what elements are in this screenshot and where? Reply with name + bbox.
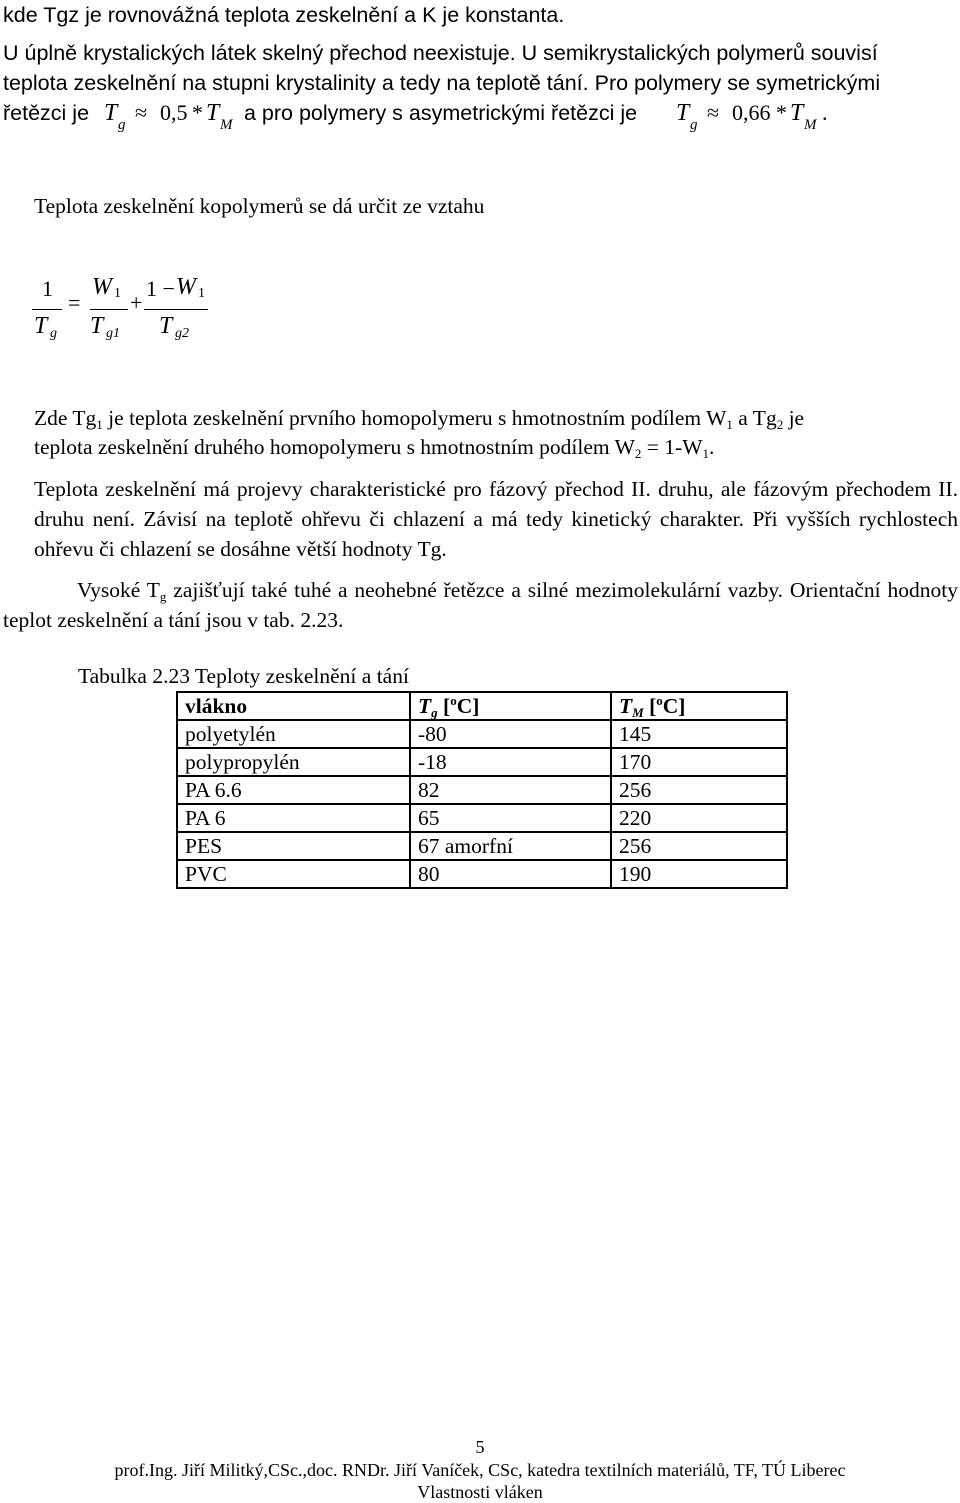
- explanation-line-1: [34, 403, 804, 433]
- table-cell-tg: 65: [410, 804, 611, 832]
- explanation-sub: 1: [96, 417, 103, 432]
- explanation-line-2: [34, 432, 714, 462]
- table-cell-tg: 82: [410, 776, 611, 804]
- header-cell-fiber: vlákno: [177, 692, 410, 720]
- header-unit: C]: [456, 694, 480, 718]
- eq-sub-g: g: [50, 326, 57, 341]
- eq-numerator-W: W: [176, 274, 196, 300]
- paragraph-sub: g: [159, 589, 167, 604]
- table-cell-fiber: PVC: [177, 860, 410, 888]
- formula-period: .: [822, 100, 828, 125]
- formula-approx: ≈: [707, 100, 720, 125]
- table-cell-tg: 67 amorfní: [410, 832, 611, 860]
- formula-sub-g: g: [118, 117, 126, 133]
- explanation-text: a Tg: [732, 406, 777, 430]
- eq-sub-1: 1: [114, 286, 121, 301]
- table-cell-tm: 170: [611, 748, 787, 776]
- fox-equation: [30, 268, 230, 358]
- table-row: [177, 748, 787, 776]
- table-cell-tg: 80: [410, 860, 611, 888]
- formula-sub-M: M: [220, 117, 233, 133]
- header-degree: o: [450, 693, 457, 708]
- table-cell-tg: -80: [410, 720, 611, 748]
- eq-fraction-bar: [32, 309, 62, 310]
- header-cell-tm: [611, 692, 787, 720]
- header-unit: [: [643, 694, 657, 718]
- intro-line-4-middle: a pro polymery s asymetrickými řetězci je: [244, 101, 638, 125]
- header-T: T: [418, 694, 432, 718]
- table-cell-fiber: polypropylén: [177, 748, 410, 776]
- table-row: [177, 776, 787, 804]
- intro-line-1: kde Tgz je rovnovážná teplota zeskelnění a K je konstanta.: [3, 3, 565, 27]
- intro-line-4-prefix: řetězci je: [3, 101, 90, 125]
- intro-line-2: U úplně krystalických látek skelný přechod neexistuje. U semikrystalických polymerů souvisí: [3, 41, 878, 65]
- footer-title: Vlastnosti vláken: [417, 1482, 543, 1502]
- paragraph-text: Vysoké T: [77, 578, 160, 602]
- table-cell-tm: 256: [611, 832, 787, 860]
- table-caption: Tabulka 2.23 Teploty zeskelnění a tání: [78, 664, 409, 688]
- table-cell-tg: -18: [410, 748, 611, 776]
- eq-plus: +: [130, 290, 143, 315]
- explanation-text: .: [709, 435, 715, 459]
- formula-T: T: [206, 100, 220, 126]
- eq-fraction-bar: [144, 309, 208, 310]
- formula-sub-M: M: [804, 117, 817, 133]
- explanation-text: je: [783, 406, 805, 430]
- eq-sub-g2: g2: [175, 326, 189, 341]
- formula-times: *: [776, 100, 787, 125]
- table-cell-fiber: PES: [177, 832, 410, 860]
- intro-line-3: teplota zeskelnění na stupni krystalinity a tedy na teplotě tání. Pro polymery se symetrickými: [3, 71, 881, 95]
- eq-numerator-W: W: [92, 274, 112, 300]
- paragraph-text: zajišťují také tuhé a neohebné řetězce a silné mezimolekulární vazby. Orientační hodnoty teplot zeskelnění a tání jsou v tab. 2.23.: [3, 578, 958, 632]
- paragraph-high-tg: [3, 575, 958, 635]
- header-unit: C]: [662, 694, 686, 718]
- header-T: T: [619, 694, 633, 718]
- eq-sub-g1: g1: [106, 326, 120, 341]
- formula-times: *: [192, 100, 203, 125]
- page-number: 5: [475, 1437, 485, 1457]
- eq-numerator-1: 1: [42, 276, 53, 301]
- table-cell-fiber: polyetylén: [177, 720, 410, 748]
- header-sub-M: M: [632, 705, 644, 720]
- explanation-text: Zde Tg: [34, 406, 97, 430]
- formula-T: T: [104, 100, 118, 126]
- explanation-sub: 2: [634, 446, 642, 461]
- eq-equals: =: [68, 290, 81, 315]
- formula-sub-g: g: [690, 117, 698, 133]
- table-cell-tm: 256: [611, 776, 787, 804]
- table-row: [177, 832, 787, 860]
- explanation-sub: 2: [776, 417, 784, 432]
- eq-numerator-one-minus: 1 −: [146, 276, 175, 301]
- footer-authors: prof.Ing. Jiří Militký,CSc.,doc. RNDr. Jiří Vaníček, CSc, katedra textilních materiálů, TF, TÚ Liberec: [114, 1460, 846, 1480]
- table-row: [177, 804, 787, 832]
- formula-coef-1: 0,5: [160, 100, 188, 125]
- eq-fraction-bar: [90, 309, 128, 310]
- explanation-text: teplota zeskelnění druhého homopolymeru s hmotnostním podílem W: [34, 435, 635, 459]
- table-row: [177, 720, 787, 748]
- table-cell-fiber: PA 6.6: [177, 776, 410, 804]
- intro-line-4: [3, 98, 960, 132]
- formula-coef-2: 0,66: [732, 100, 771, 125]
- table-cell-tm: 220: [611, 804, 787, 832]
- paragraph-glass-transition: Teplota zeskelnění má projevy charakteristické pro fázový přechod II. druhu, ale fázovým přechodem II. druhu není. Závisí na teplotě ohřevu či chlazení a má tedy kinetický charakter. Při vyšších rychlostech ohřevu či chlazení se dosáhne větší hodnoty Tg.: [34, 477, 958, 561]
- header-cell-tg: [410, 692, 611, 720]
- table-cell-tm: 145: [611, 720, 787, 748]
- eq-sub-1: 1: [198, 286, 205, 301]
- explanation-sub: 1: [702, 446, 709, 461]
- table-row: [177, 860, 787, 888]
- eq-denominator-T: T: [34, 313, 48, 339]
- header-unit: [: [437, 694, 451, 718]
- table-header-row: [177, 692, 787, 720]
- formula-approx: ≈: [135, 100, 148, 125]
- explanation-sub: 1: [726, 417, 733, 432]
- eq-denominator-T: T: [159, 313, 173, 339]
- table-cell-fiber: PA 6: [177, 804, 410, 832]
- copolymer-intro: Teplota zeskelnění kopolymerů se dá určit ze vztahu: [34, 194, 485, 218]
- data-table: [176, 691, 788, 889]
- formula-T: T: [790, 100, 804, 126]
- formula-T: T: [676, 100, 690, 126]
- explanation-text: je teplota zeskelnění prvního homopolymeru s hmotnostním podílem W: [102, 406, 727, 430]
- explanation-text: = 1-W: [641, 435, 703, 459]
- eq-denominator-T: T: [90, 313, 104, 339]
- table-cell-tm: 190: [611, 860, 787, 888]
- header-degree: o: [656, 693, 663, 708]
- header-sub-g: g: [431, 705, 438, 720]
